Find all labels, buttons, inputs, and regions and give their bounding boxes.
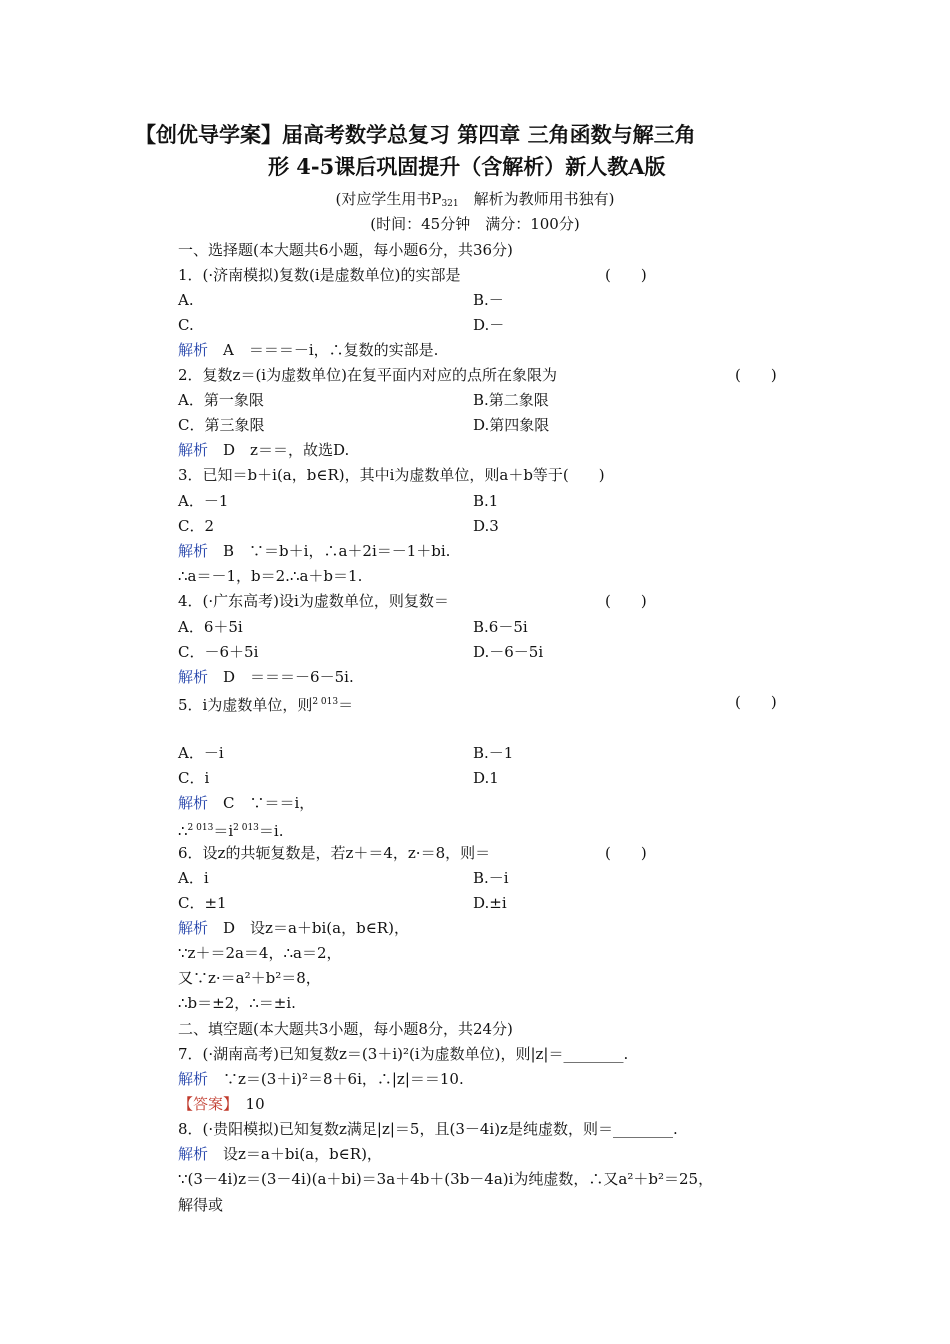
analysis-label: 解析	[178, 1145, 209, 1163]
q3-analysis: 解析 B ∵＝b＋i，∴a＋2i＝－1＋bi.	[178, 542, 451, 560]
q3-analysis-line-2: ∴a＝－1，b＝2.∴a＋b＝1.	[178, 567, 363, 585]
q8-analysis: 解析 设z＝a＋bi(a，b∈R)，	[178, 1145, 382, 1163]
analysis-label: 解析	[178, 668, 209, 686]
q5-answer-paren: ( )	[735, 693, 777, 711]
analysis-label: 解析	[178, 542, 209, 560]
q2-stem: 2．复数z＝(i为虚数单位)在复平面内对应的点所在象限为	[178, 366, 557, 384]
q2-option-a: A．第一象限	[178, 391, 264, 409]
q2-option-b: B.第二象限	[473, 391, 549, 409]
q6-analysis: 解析 D 设z＝a＋bi(a，b∈R)，	[178, 919, 409, 937]
q4-stem: 4．(·广东高考)设i为虚数单位，则复数＝	[178, 592, 449, 610]
q3-option-d: D.3	[473, 517, 499, 535]
q8-analysis-line-3: 解得或	[178, 1196, 224, 1214]
q4-analysis: 解析 D ＝＝＝－6－5i.	[178, 668, 354, 686]
q1-answer-paren: ( )	[605, 266, 647, 284]
source-note: (对应学生用书$P_{321}$ 解析为教师用书独有)	[335, 190, 615, 209]
q6-stem: 6．设z的共轭复数是，若z＋＝4，z·＝8，则＝	[178, 844, 491, 862]
q6-option-d: D.±i	[473, 894, 507, 912]
q7-answer: 【答案】 10	[178, 1095, 265, 1113]
q5-option-b: B.－1	[473, 744, 514, 762]
q2-option-c: C．第三象限	[178, 416, 265, 434]
answer-label: 【答案】	[178, 1095, 231, 1113]
analysis-label: 解析	[178, 1070, 209, 1088]
q6-option-c: C．±1	[178, 894, 227, 912]
q2-option-d: D.第四象限	[473, 416, 550, 434]
q5-option-d: D.1	[473, 769, 499, 787]
q1-option-b: B.－	[473, 291, 504, 309]
q6-analysis-line-4: ∴b＝±2，∴＝±i.	[178, 994, 296, 1012]
q7-analysis: 解析 ∵z＝(3＋i)²＝8＋6i，∴|z|＝＝10.	[178, 1070, 464, 1088]
section-heading-choice: 一、选择题(本大题共6小题，每小题6分，共36分)	[178, 241, 513, 259]
document-title-line-1: 【创优导学案】届高考数学总复习 第四章 三角函数与解三角	[135, 122, 696, 147]
q8-analysis-line-2: ∵(3－4i)z＝(3－4i)(a＋bi)＝3a＋4b＋(3b－4a)i为纯虚数，∴又a²＋b²＝25，	[178, 1170, 714, 1188]
q3-option-c: C．2	[178, 517, 215, 535]
q5-option-c: C．i	[178, 769, 210, 787]
q1-analysis: 解析 A ＝＝＝－i，∴复数的实部是.	[178, 341, 439, 359]
analysis-label: 解析	[178, 441, 209, 459]
q3-option-a: A．－1	[178, 492, 229, 510]
q1-stem: 1．(·济南模拟)复数(i是虚数单位)的实部是	[178, 266, 461, 284]
q3-option-b: B.1	[473, 492, 499, 510]
analysis-label: 解析	[178, 794, 209, 812]
q6-analysis-line-2: ∵z＋＝2a＝4，∴a＝2，	[178, 944, 342, 962]
section-heading-fill: 二、填空题(本大题共3小题，每小题8分，共24分)	[178, 1020, 513, 1038]
q6-option-a: A．i	[178, 869, 209, 887]
q4-option-c: C．－6＋5i	[178, 643, 259, 661]
q1-option-d: D.－	[473, 316, 505, 334]
q4-option-b: B.6－5i	[473, 618, 528, 636]
q2-analysis: 解析 D z＝＝，故选D.	[178, 441, 350, 459]
document-title-line-2: 形 4-5课后巩固提升（含解析）新人教A版	[268, 154, 666, 179]
q6-analysis-line-3: 又∵z·＝a²＋b²＝8，	[178, 969, 321, 987]
analysis-label: 解析	[178, 341, 209, 359]
time-score-note: (时间：45分钟 满分：100分)	[370, 215, 580, 233]
q5-analysis-line-2: $\therefore^{2 013}=i^{2 013}=i$.	[178, 822, 284, 840]
q4-answer-paren: ( )	[605, 592, 647, 610]
q1-option-c: C.	[178, 316, 194, 334]
q1-option-a: A.	[178, 291, 194, 309]
q4-option-a: A．6＋5i	[178, 618, 243, 636]
q6-answer-paren: ( )	[605, 844, 647, 862]
q8-stem: 8．(·贵阳模拟)已知复数z满足|z|＝5，且(3－4i)z是纯虚数，则＝________.	[178, 1120, 678, 1138]
q6-option-b: B.－i	[473, 869, 509, 887]
q2-answer-paren: ( )	[735, 366, 777, 384]
analysis-label: 解析	[178, 919, 209, 937]
q5-stem: 5．i为虚数单位，则$^{2 013}$＝	[178, 696, 354, 714]
q5-analysis: 解析 C ∵＝＝i，	[178, 794, 315, 812]
q4-option-d: D.－6－5i	[473, 643, 544, 661]
q5-option-a: A．－i	[178, 744, 224, 762]
q7-stem: 7．(·湖南高考)已知复数z＝(3＋i)²(i为虚数单位)，则|z|＝________.	[178, 1045, 629, 1063]
q3-stem: 3．已知＝b＋i(a，b∈R)，其中i为虚数单位，则a＋b等于( )	[178, 466, 605, 484]
